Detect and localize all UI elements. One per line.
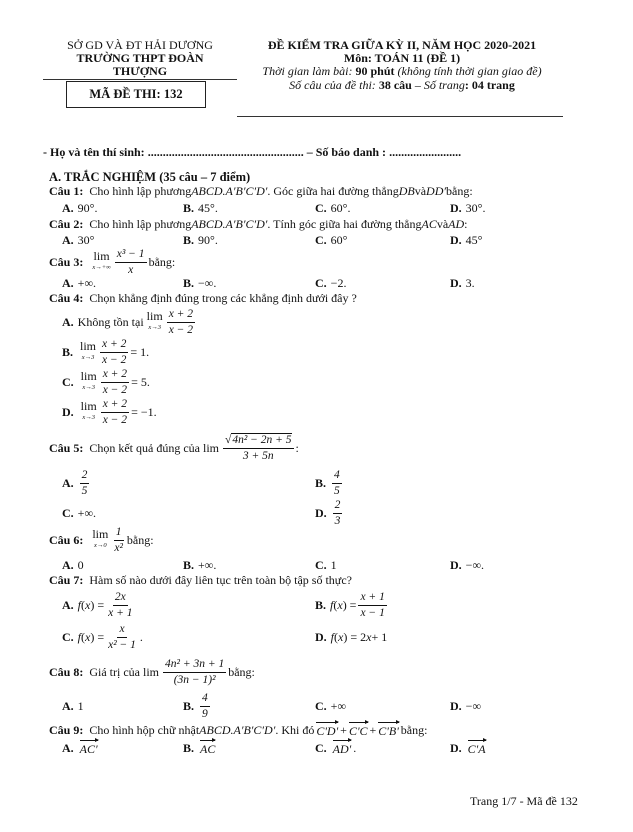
fraction bbox=[106, 623, 138, 652]
question-label: Câu 2: bbox=[49, 216, 84, 231]
fraction bbox=[200, 692, 210, 721]
text-run: −∞ bbox=[465, 698, 481, 713]
option-label: A. bbox=[62, 200, 74, 215]
option-label: B. bbox=[183, 698, 195, 713]
limit-symbol: lim bbox=[203, 440, 220, 455]
time-label: Thời gian làm bài: bbox=[262, 64, 356, 78]
text-run: ( bbox=[81, 597, 86, 612]
question-label: Câu 1: bbox=[49, 183, 84, 198]
math-expression: AD bbox=[448, 216, 465, 231]
option-label: A. bbox=[62, 232, 74, 247]
text-run: bằng: bbox=[126, 532, 154, 547]
option-label: D. bbox=[315, 629, 327, 644]
fraction-denominator: x² bbox=[114, 541, 123, 554]
fraction-denominator: x bbox=[128, 263, 134, 276]
exam-code-box: MÃ ĐỀ THI: 132 bbox=[66, 81, 206, 108]
text-run: Chọn khẳng định đúng trong các khẳng định dưới đây ? bbox=[89, 290, 357, 305]
fraction bbox=[80, 469, 90, 498]
fraction-numerator: x + 1 bbox=[358, 591, 386, 606]
fraction-numerator: 4n² + 3n + 1 bbox=[163, 658, 226, 673]
limit-symbol: lim bbox=[146, 309, 163, 323]
fraction-numerator: x³ − 1 bbox=[115, 248, 147, 263]
text-run: 60°. bbox=[330, 200, 351, 215]
limit-subscript: x→3 bbox=[82, 384, 95, 391]
fraction-numerator: 1 bbox=[114, 526, 124, 541]
math-expression: AC bbox=[421, 216, 437, 231]
fraction-numerator bbox=[223, 434, 294, 449]
option-label: B. bbox=[315, 597, 327, 612]
text-run: ) = bbox=[90, 597, 105, 612]
fraction-denominator: x − 2 bbox=[102, 353, 127, 366]
fraction-denominator: 9 bbox=[202, 707, 208, 720]
exam-title: ĐỀ KIỂM TRA GIỮA KỲ II, NĂM HỌC 2020-2021 bbox=[267, 38, 537, 52]
text-run: + bbox=[340, 722, 347, 737]
fraction bbox=[332, 469, 342, 498]
math-expression: x bbox=[338, 629, 344, 644]
student-id-label: – Số báo danh : bbox=[303, 145, 390, 159]
option-label: C. bbox=[315, 275, 327, 290]
math-expression: DD′ bbox=[426, 183, 446, 198]
fraction bbox=[101, 398, 129, 427]
option-label: B. bbox=[183, 232, 195, 247]
text-run: +∞. bbox=[198, 557, 217, 572]
text-run: = 5. bbox=[131, 374, 150, 389]
option-label: C. bbox=[62, 505, 74, 520]
vector: AD' bbox=[332, 741, 352, 756]
student-id-field: ........................ bbox=[389, 145, 462, 159]
option-label: B. bbox=[62, 344, 74, 359]
text-run: −2. bbox=[330, 275, 347, 290]
limit-symbol: lim bbox=[80, 399, 97, 413]
limit-subscript: x→3 bbox=[148, 324, 161, 331]
math-expression: x bbox=[337, 597, 343, 612]
math-expression: ABCD.A′B′C′D′ bbox=[199, 722, 276, 737]
text-run: 1 bbox=[330, 557, 337, 572]
school-name-line2: THƯỢNG bbox=[112, 64, 168, 78]
option-label: B. bbox=[183, 200, 195, 215]
limit-operator bbox=[92, 529, 108, 551]
fraction-numerator: 2x bbox=[113, 591, 128, 606]
fraction-denominator: (3n − 1)² bbox=[173, 673, 216, 686]
math-expression: f bbox=[77, 597, 82, 612]
text-run: Hàm số nào dưới đây liên tục trên toàn bộ tập số thực? bbox=[89, 572, 352, 587]
sqrt-radicand: 4n² − 2n + 5 bbox=[232, 433, 292, 446]
exam-subject: Môn: TOÁN 11 (ĐỀ 1) bbox=[343, 51, 461, 65]
option-label: D. bbox=[450, 275, 462, 290]
fraction bbox=[115, 248, 147, 277]
sqrt-symbol: √ bbox=[225, 433, 232, 446]
option-label: B. bbox=[183, 557, 195, 572]
text-run: = −1. bbox=[131, 404, 157, 419]
text-run: 45° bbox=[465, 232, 483, 247]
text-run: bằng: bbox=[228, 664, 255, 679]
text-run: ) = bbox=[342, 597, 357, 612]
fraction bbox=[112, 526, 125, 555]
fraction bbox=[223, 434, 294, 463]
header-divider-left bbox=[43, 79, 237, 80]
student-info bbox=[43, 145, 461, 160]
option-label: C. bbox=[315, 740, 327, 755]
fraction-denominator: x − 2 bbox=[102, 383, 128, 396]
option-label: A. bbox=[62, 314, 74, 329]
text-run: +∞. bbox=[77, 275, 96, 290]
limit-symbol: lim bbox=[143, 664, 160, 679]
student-name-field: .................................................... bbox=[147, 145, 304, 159]
text-run: và bbox=[436, 216, 449, 231]
text-run: 30° bbox=[77, 232, 95, 247]
option-label: A. bbox=[62, 597, 74, 612]
question-label: Câu 6: bbox=[49, 532, 84, 547]
limit-symbol: lim bbox=[93, 249, 110, 263]
fraction-denominator: x − 1 bbox=[360, 606, 385, 619]
text-run: Không tồn tại bbox=[77, 314, 144, 329]
limit-operator bbox=[92, 251, 110, 273]
limit-operator bbox=[81, 401, 97, 423]
limit-operator bbox=[143, 664, 160, 679]
count-label: Số câu của đề thi: bbox=[289, 78, 379, 92]
header-divider-right bbox=[237, 116, 563, 117]
option-label: C. bbox=[62, 374, 74, 389]
math-expression: x bbox=[85, 597, 91, 612]
question-label: Câu 5: bbox=[49, 440, 84, 455]
text-run: −∞. bbox=[465, 557, 484, 572]
option-label: C. bbox=[62, 629, 74, 644]
option-label: A. bbox=[62, 475, 74, 490]
text-run: : bbox=[295, 440, 299, 455]
time-value: 90 phút bbox=[355, 64, 395, 78]
text-run: Cho hình lập phương bbox=[89, 183, 192, 198]
department-name: SỞ GD VÀ ĐT HẢI DƯƠNG bbox=[67, 38, 213, 52]
school-name-line1: TRƯỜNG THPT ĐOÀN bbox=[76, 51, 204, 65]
math-expression: f bbox=[330, 629, 335, 644]
page-footer: Trang 1/7 - Mã đề 132 bbox=[470, 794, 578, 808]
text-run: . Khi đó bbox=[275, 722, 315, 737]
text-run: bằng: bbox=[148, 254, 176, 269]
fraction bbox=[100, 338, 128, 367]
math-expression: f bbox=[330, 597, 334, 612]
text-run: = 1. bbox=[130, 344, 150, 359]
option-label: C. bbox=[315, 698, 327, 713]
text-run: ) = bbox=[90, 629, 105, 644]
fraction-numerator: 4 bbox=[200, 692, 210, 707]
question-label: Câu 3: bbox=[49, 254, 84, 269]
text-run: bằng: bbox=[400, 722, 428, 737]
math-expression: ABCD.A′B′C′D′ bbox=[191, 216, 268, 231]
option-label: B. bbox=[183, 275, 195, 290]
limit-subscript: x→0 bbox=[94, 542, 107, 549]
option-label: A. bbox=[62, 698, 74, 713]
question-label: Câu 4: bbox=[49, 290, 84, 305]
text-run: ( bbox=[81, 629, 86, 644]
pages-label: – Số trang bbox=[411, 78, 465, 92]
math-expression: x bbox=[85, 629, 91, 644]
exam-count bbox=[237, 78, 567, 93]
fraction-denominator: 3 bbox=[334, 514, 341, 527]
math-expression: ABCD.A′B′C′D′ bbox=[191, 183, 268, 198]
text-run: : bbox=[464, 216, 468, 231]
question-label: Câu 8: bbox=[49, 664, 84, 679]
fraction-numerator: 2 bbox=[333, 499, 343, 514]
text-run: Giá trị của bbox=[89, 664, 140, 679]
vector: C'D' bbox=[316, 723, 339, 738]
fraction-numerator: x + 2 bbox=[101, 398, 129, 413]
text-run: 0 bbox=[77, 557, 84, 572]
fraction-numerator: x bbox=[117, 623, 126, 638]
limit-symbol: lim bbox=[80, 369, 97, 383]
text-run: 3. bbox=[465, 275, 475, 290]
question-label: Câu 7: bbox=[49, 572, 84, 587]
text-run: . Góc giữa hai đường thẳng bbox=[267, 183, 399, 198]
text-run: +∞ bbox=[330, 698, 346, 713]
math-expression: x bbox=[366, 629, 372, 644]
vector: C'B' bbox=[378, 723, 399, 738]
text-run: ( bbox=[333, 597, 338, 612]
option-label: D. bbox=[450, 698, 462, 713]
pages-value: : 04 trang bbox=[464, 78, 515, 92]
text-run: ( bbox=[334, 629, 339, 644]
fraction bbox=[358, 591, 386, 620]
limit-symbol: lim bbox=[80, 339, 97, 353]
fraction-denominator: 5 bbox=[81, 484, 88, 497]
text-run: 30°. bbox=[465, 200, 486, 215]
option-label: C. bbox=[315, 557, 327, 572]
exam-time bbox=[237, 64, 567, 79]
text-run: +∞. bbox=[77, 505, 96, 520]
text-run: bằng: bbox=[446, 183, 473, 198]
text-run: −∞. bbox=[198, 275, 217, 290]
option-label: B. bbox=[315, 475, 327, 490]
text-run: 90°. bbox=[77, 200, 98, 215]
time-note: (không tính thời gian giao đề) bbox=[394, 64, 542, 78]
option-label: D. bbox=[450, 200, 462, 215]
text-run: . Tính góc giữa hai đường thẳng bbox=[267, 216, 422, 231]
vector: C'A bbox=[467, 741, 486, 756]
fraction-denominator: x² − 1 bbox=[108, 638, 136, 651]
option-label: C. bbox=[315, 200, 327, 215]
option-label: A. bbox=[62, 740, 74, 755]
option-label: D. bbox=[450, 232, 462, 247]
vector: AC' bbox=[79, 741, 98, 756]
math-expression: DB bbox=[398, 183, 415, 198]
limit-symbol: lim bbox=[92, 527, 109, 541]
text-run: 1 bbox=[77, 698, 84, 713]
option-label: C. bbox=[315, 232, 327, 247]
fraction-numerator: 2 bbox=[80, 469, 90, 484]
fraction-numerator: x + 2 bbox=[100, 338, 128, 353]
limit-subscript: x→+∞ bbox=[92, 264, 111, 271]
limit-operator bbox=[80, 341, 96, 363]
text-run: 90°. bbox=[198, 232, 218, 247]
vector: C'C bbox=[348, 723, 368, 738]
fraction-numerator: x + 2 bbox=[101, 368, 129, 383]
text-run: . bbox=[353, 740, 357, 755]
limit-subscript: x→3 bbox=[82, 414, 95, 421]
option-label: D. bbox=[62, 404, 74, 419]
fraction-denominator: x − 2 bbox=[168, 323, 194, 336]
fraction bbox=[333, 499, 343, 528]
text-run: Cho hình hộp chữ nhật bbox=[89, 722, 200, 737]
vector: AC bbox=[200, 741, 216, 756]
option-label: D. bbox=[450, 557, 462, 572]
fraction-denominator: x − 2 bbox=[102, 413, 128, 426]
text-run: + 1 bbox=[371, 629, 388, 644]
option-label: D. bbox=[315, 505, 327, 520]
text-run: Chọn kết quả đúng của bbox=[89, 440, 200, 455]
count-value: 38 câu bbox=[378, 78, 412, 92]
question-label: Câu 9: bbox=[49, 722, 84, 737]
limit-operator bbox=[81, 371, 97, 393]
student-name-label: - Họ và tên thí sinh: bbox=[43, 145, 148, 159]
fraction-numerator: x + 2 bbox=[167, 308, 195, 323]
fraction-numerator: 4 bbox=[332, 469, 342, 484]
fraction bbox=[101, 368, 129, 397]
fraction-denominator: 5 bbox=[334, 484, 340, 497]
math-expression: f bbox=[77, 629, 82, 644]
limit-operator bbox=[147, 311, 163, 333]
text-run: 60° bbox=[330, 232, 348, 247]
section-title: A. TRẮC NGHIỆM (35 câu – 7 điểm) bbox=[49, 170, 251, 184]
text-run: + bbox=[369, 722, 377, 737]
fraction-denominator: x + 1 bbox=[108, 606, 133, 619]
limit-subscript: x→3 bbox=[81, 354, 95, 361]
option-label: A. bbox=[62, 557, 74, 572]
option-label: A. bbox=[62, 275, 74, 290]
option-label: B. bbox=[183, 740, 195, 755]
text-run: 45°. bbox=[198, 200, 218, 215]
text-run: ) = 2 bbox=[343, 629, 367, 644]
text-run: . bbox=[139, 629, 143, 644]
fraction bbox=[106, 591, 134, 620]
option-label: D. bbox=[450, 740, 462, 755]
fraction bbox=[167, 308, 195, 337]
fraction-denominator: 3 + 5n bbox=[242, 449, 274, 462]
text-run: Cho hình lập phương bbox=[89, 216, 192, 231]
text-run: và bbox=[414, 183, 427, 198]
fraction bbox=[163, 658, 226, 687]
limit-operator bbox=[203, 440, 220, 455]
